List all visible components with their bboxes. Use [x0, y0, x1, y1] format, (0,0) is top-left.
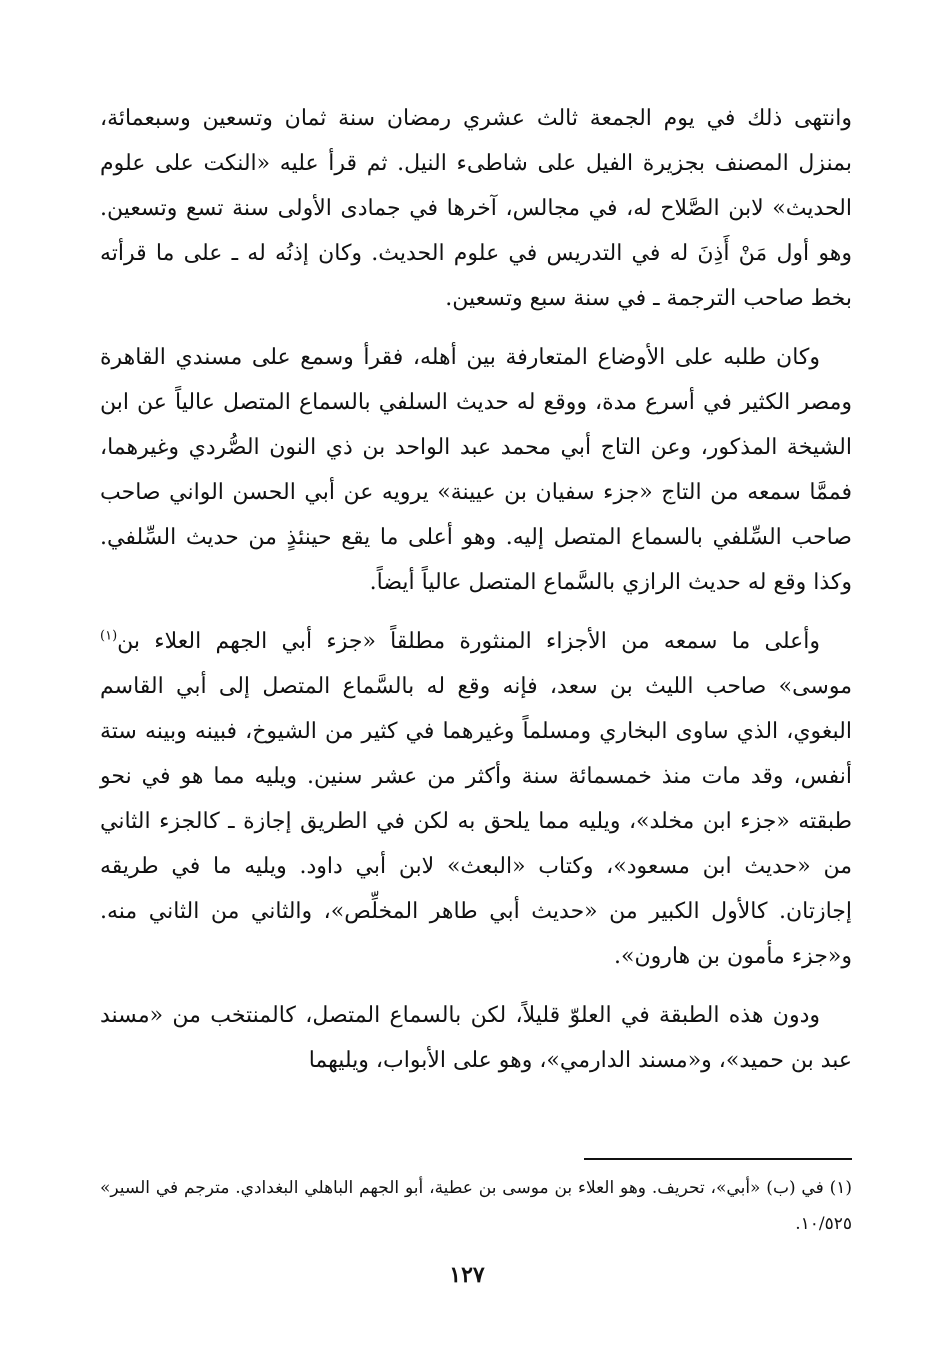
page-number: ١٢٧	[449, 1262, 485, 1288]
paragraph-1: وانتهى ذلك في يوم الجمعة ثالث عشري رمضان سنة ثمان وتسعين وسبعمائة، بمنزل المصنف بجزيرة الفيل على شاطىء النيل. ثم قرأ عليه «النكت على علوم الحديث» لابن الصَّلاح له، في مجالس، آخرها في جمادى الأولى سنة تسع وتسعين. وهو أول مَنْ أَذِنَ له في التدريس في علوم الحديث. وكان إذنُه له ـ على ما قرأته بخط صاحب الترجمة ـ في سنة سبع وتسعين.	[100, 106, 852, 311]
paragraph-3-part-2: موسى» صاحب الليث بن سعد، فإنه وقع له بالسَّماع المتصل إلى أبي القاسم البغوي، الذي ساوى البخاري ومسلماً وغيرهما في كثير من الشيوخ، فبينه وبينه ستة أنفس، وقد مات منذ خمسمائة سنة وأكثر من عشر سنين. ويليه مما هو في نحو طبقته «جزء ابن مخلد»، ويليه مما يلحق به لكن في الطريق إجازة ـ كالجزء الثاني من «حديث ابن مسعود»، وكتاب «البعث» لابن أبي داود. ويليه ما في طريقه إجازتان. كالأول الكبير من «حديث أبي طاهر المخلِّص»، والثاني من الثاني منه. و«جزء مأمون بن هارون».	[100, 674, 852, 969]
footnote-reference[interactable]: (١)	[100, 628, 118, 644]
paragraph-3-part-1: وأعلى ما سمعه من الأجزاء المنثورة مطلقاً «جزء أبي الجهم العلاء بن	[117, 629, 820, 654]
paragraph-4: ودون هذه الطبقة في العلوّ قليلاً، لكن بالسماع المتصل، كالمنتخب من «مسند عبد بن حميد»، و«مسند الدارمي»، وهو على الأبواب، ويليهما	[100, 1003, 852, 1073]
main-text	[100, 96, 852, 1097]
paragraph-2: وكان طلبه على الأوضاع المتعارفة بين أهله، فقرأ وسمع على مسندي القاهرة ومصر الكثير في أسرع مدة، ووقع له حديث السلفي بالسماع المتصل عالياً عن ابن الشيخة المذكور، وعن التاج أبي محمد عبد الواحد بن ذي النون الصُّردي وغيرهما، فممَّا سمعه من التاج «جزء سفيان بن عيينة» يرويه عن أبي الحسن الواني صاحب صاحب السِّلفي بالسماع المتصل إليه. وهو أعلى ما يقع حينئذٍ من حديث السِّلفي. وكذا وقع له حديث الرازي بالسَّماع المتصل عالياً أيضاً.	[100, 345, 852, 595]
paragraph-3	[100, 619, 852, 979]
footnote-separator	[584, 1158, 852, 1160]
footnote-1: (١) في (ب) «أبي»، تحريف. وهو العلاء بن موسى بن عطية، أبو الجهم الباهلي البغدادي. مترجم في السير» ١٠/٥٢٥.	[100, 1178, 852, 1234]
